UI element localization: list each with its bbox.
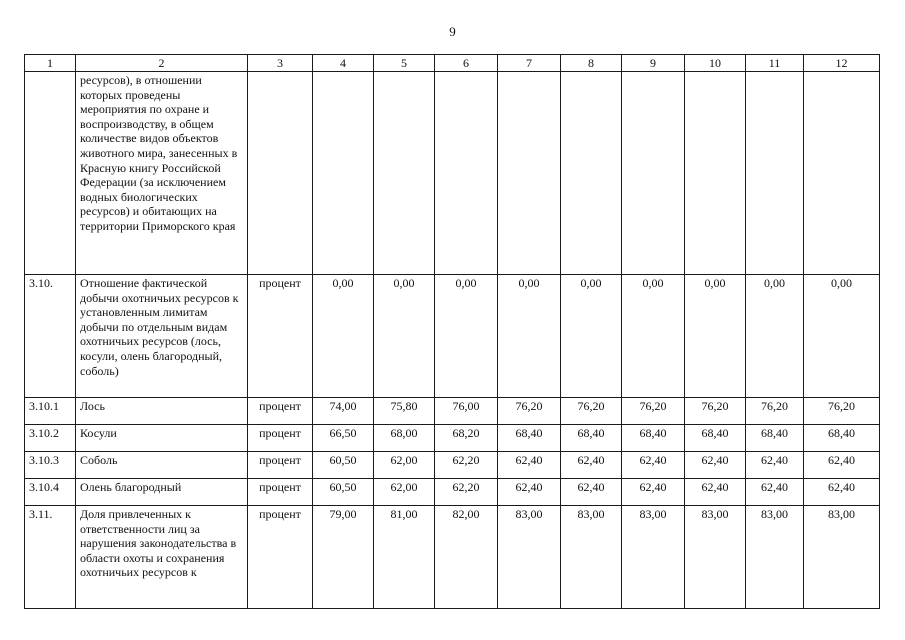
value-cell bbox=[435, 72, 498, 275]
value-cell bbox=[685, 72, 746, 275]
value-cell: 62,40 bbox=[622, 452, 685, 479]
value-cell: 62,00 bbox=[374, 452, 435, 479]
value-cell: 60,50 bbox=[313, 479, 374, 506]
value-cell: 0,00 bbox=[498, 275, 561, 398]
value-cell: 62,40 bbox=[685, 452, 746, 479]
indicator-name: Олень благородный bbox=[76, 479, 248, 506]
column-number: 4 bbox=[313, 55, 374, 72]
value-cell: 79,00 bbox=[313, 506, 374, 609]
value-cell: 74,00 bbox=[313, 398, 374, 425]
value-cell: 0,00 bbox=[313, 275, 374, 398]
value-cell: 76,20 bbox=[498, 398, 561, 425]
row-number: 3.10.1 bbox=[25, 398, 76, 425]
table-row bbox=[25, 72, 880, 275]
unit-cell: процент bbox=[248, 425, 313, 452]
value-cell: 0,00 bbox=[435, 275, 498, 398]
value-cell: 62,40 bbox=[622, 479, 685, 506]
unit-cell: процент bbox=[248, 479, 313, 506]
indicator-name: Отношение фактической добычи охотничьих ресурсов к установленным лимитам добычи по отдельным видам охотничьих ресурсов (лось, косули, олень благородный, соболь) bbox=[76, 275, 248, 398]
value-cell: 62,40 bbox=[561, 452, 622, 479]
value-cell bbox=[804, 72, 880, 275]
value-cell: 0,00 bbox=[804, 275, 880, 398]
value-cell bbox=[622, 72, 685, 275]
value-cell: 62,40 bbox=[746, 479, 804, 506]
indicator-name: Доля привлеченных к ответственности лиц за нарушения законодательства в области охоты и сохранения охотничьих ресурсов к bbox=[76, 506, 248, 609]
column-number: 10 bbox=[685, 55, 746, 72]
value-cell: 76,20 bbox=[746, 398, 804, 425]
column-number: 12 bbox=[804, 55, 880, 72]
value-cell: 68,20 bbox=[435, 425, 498, 452]
value-cell: 82,00 bbox=[435, 506, 498, 609]
value-cell bbox=[746, 72, 804, 275]
value-cell: 68,40 bbox=[622, 425, 685, 452]
table-row bbox=[25, 398, 880, 425]
value-cell bbox=[561, 72, 622, 275]
value-cell: 76,00 bbox=[435, 398, 498, 425]
value-cell: 62,20 bbox=[435, 479, 498, 506]
value-cell bbox=[498, 72, 561, 275]
column-number: 2 bbox=[76, 55, 248, 72]
column-number: 1 bbox=[25, 55, 76, 72]
row-number: 3.10. bbox=[25, 275, 76, 398]
value-cell: 83,00 bbox=[746, 506, 804, 609]
value-cell: 62,20 bbox=[435, 452, 498, 479]
value-cell: 83,00 bbox=[685, 506, 746, 609]
table-row bbox=[25, 506, 880, 609]
row-number: 3.11. bbox=[25, 506, 76, 609]
value-cell: 76,20 bbox=[804, 398, 880, 425]
value-cell: 76,20 bbox=[622, 398, 685, 425]
column-number: 8 bbox=[561, 55, 622, 72]
value-cell: 0,00 bbox=[746, 275, 804, 398]
value-cell: 62,40 bbox=[746, 452, 804, 479]
value-cell: 62,40 bbox=[685, 479, 746, 506]
indicators-table bbox=[24, 54, 880, 609]
value-cell: 68,40 bbox=[498, 425, 561, 452]
value-cell: 62,00 bbox=[374, 479, 435, 506]
value-cell: 68,40 bbox=[746, 425, 804, 452]
column-number: 7 bbox=[498, 55, 561, 72]
value-cell: 83,00 bbox=[498, 506, 561, 609]
row-number: 3.10.2 bbox=[25, 425, 76, 452]
column-number: 6 bbox=[435, 55, 498, 72]
table-row bbox=[25, 425, 880, 452]
value-cell: 62,40 bbox=[498, 452, 561, 479]
unit-cell: процент bbox=[248, 452, 313, 479]
column-number: 11 bbox=[746, 55, 804, 72]
value-cell: 0,00 bbox=[622, 275, 685, 398]
table-row bbox=[25, 275, 880, 398]
value-cell: 81,00 bbox=[374, 506, 435, 609]
value-cell: 76,20 bbox=[685, 398, 746, 425]
value-cell: 76,20 bbox=[561, 398, 622, 425]
indicator-name: ресурсов), в отношении которых проведены мероприятия по охране и воспроизводству, в общем количестве видов объектов животного мира, занесенных в Красную книгу Российской Федерации (за исключением водных биологических ресурсов) и обитающих на территории Приморского края bbox=[76, 72, 248, 275]
indicator-name: Лось bbox=[76, 398, 248, 425]
unit-cell: процент bbox=[248, 506, 313, 609]
value-cell: 68,40 bbox=[804, 425, 880, 452]
column-number: 9 bbox=[622, 55, 685, 72]
value-cell: 62,40 bbox=[561, 479, 622, 506]
row-number: 3.10.3 bbox=[25, 452, 76, 479]
value-cell: 62,40 bbox=[804, 479, 880, 506]
value-cell bbox=[374, 72, 435, 275]
value-cell bbox=[313, 72, 374, 275]
value-cell: 0,00 bbox=[685, 275, 746, 398]
value-cell: 83,00 bbox=[561, 506, 622, 609]
value-cell: 83,00 bbox=[804, 506, 880, 609]
unit-cell: процент bbox=[248, 398, 313, 425]
column-number: 3 bbox=[248, 55, 313, 72]
column-number: 5 bbox=[374, 55, 435, 72]
value-cell: 66,50 bbox=[313, 425, 374, 452]
value-cell: 68,00 bbox=[374, 425, 435, 452]
table-row bbox=[25, 452, 880, 479]
value-cell: 60,50 bbox=[313, 452, 374, 479]
value-cell: 62,40 bbox=[804, 452, 880, 479]
row-number: 3.10.4 bbox=[25, 479, 76, 506]
unit-cell bbox=[248, 72, 313, 275]
unit-cell: процент bbox=[248, 275, 313, 398]
value-cell: 75,80 bbox=[374, 398, 435, 425]
table-row bbox=[25, 479, 880, 506]
value-cell: 0,00 bbox=[374, 275, 435, 398]
column-number-row bbox=[25, 55, 880, 72]
value-cell: 0,00 bbox=[561, 275, 622, 398]
indicator-name: Косули bbox=[76, 425, 248, 452]
value-cell: 68,40 bbox=[561, 425, 622, 452]
row-number bbox=[25, 72, 76, 275]
value-cell: 68,40 bbox=[685, 425, 746, 452]
value-cell: 83,00 bbox=[622, 506, 685, 609]
indicator-name: Соболь bbox=[76, 452, 248, 479]
page-number: 9 bbox=[449, 24, 456, 39]
value-cell: 62,40 bbox=[498, 479, 561, 506]
